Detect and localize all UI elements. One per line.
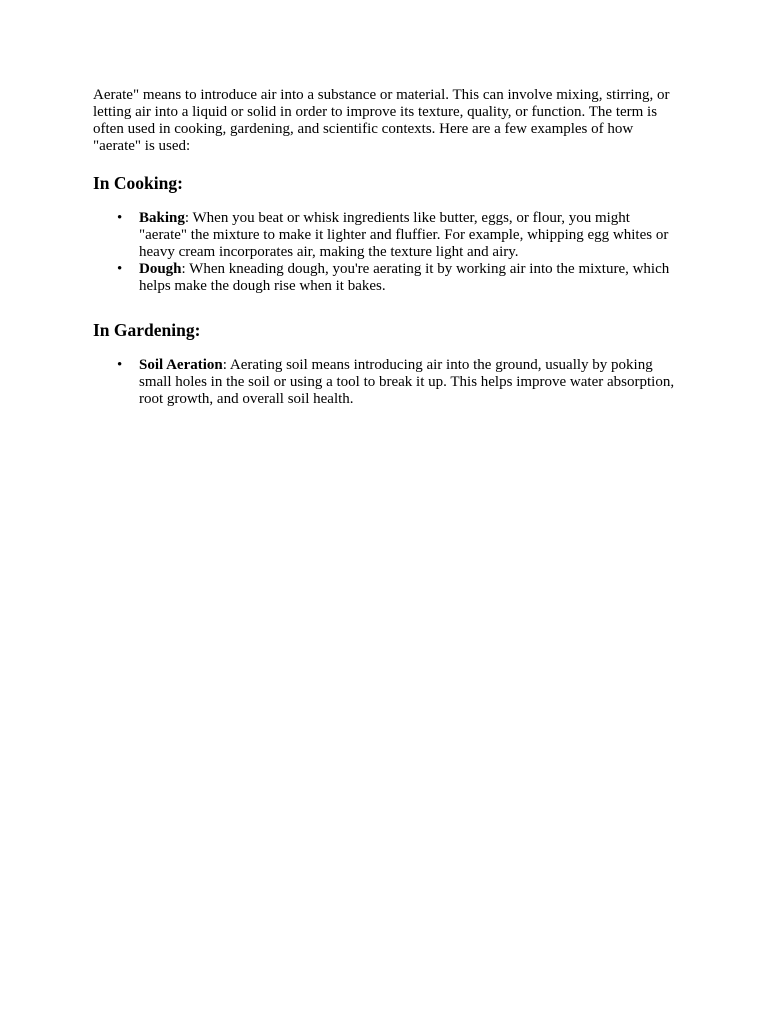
bullet-icon: •	[117, 210, 123, 226]
list-item-text: : When you beat or whisk ingredients like butter, eggs, or flour, you might "aerate" the mixture to make it lighter and fluffier. For example, whipping egg whites or heavy cream incorporates air, making the texture light and airy.	[139, 210, 669, 260]
list-item-term: Baking	[139, 210, 185, 226]
list-item-text: : When kneading dough, you're aerating it by working air into the mixture, which helps make the dough rise when it bakes.	[139, 261, 670, 294]
document-page	[93, 87, 677, 408]
cooking-list	[93, 210, 677, 295]
bullet-icon: •	[117, 261, 123, 277]
list-item-term: Soil Aeration	[139, 357, 223, 373]
list-item-soil-aeration	[117, 357, 677, 408]
intro-paragraph: Aerate" means to introduce air into a substance or material. This can involve mixing, stirring, or letting air into a liquid or solid in order to improve its texture, quality, or function. The term is often used in cooking, gardening, and scientific contexts. Here are a few examples of how "aerate" is used:	[93, 87, 670, 154]
list-item-baking	[117, 210, 677, 261]
list-item-dough	[117, 261, 677, 295]
section-heading-gardening: In Gardening:	[93, 320, 201, 340]
list-item-term: Dough	[139, 261, 182, 277]
bullet-icon: •	[117, 357, 123, 373]
section-heading-cooking: In Cooking:	[93, 173, 183, 193]
gardening-list	[93, 357, 677, 408]
list-item-text: : Aerating soil means introducing air into the ground, usually by poking small holes in the soil or using a tool to break it up. This helps improve water absorption, root growth, and overall soil health.	[139, 357, 675, 407]
